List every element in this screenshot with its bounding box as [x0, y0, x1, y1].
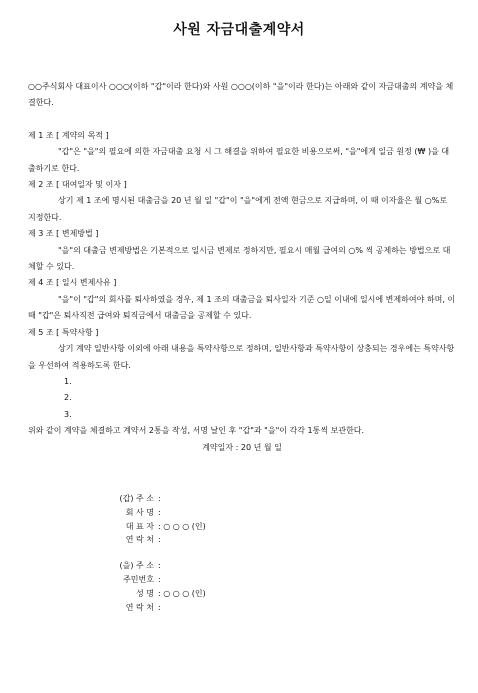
contract-date: 계약일자 : 20 년 월 일: [202, 442, 282, 452]
party-eul-tag: (을): [119, 561, 134, 571]
party-gap-ceo-label: 대 표 자: [125, 521, 154, 531]
special-item-1: 1.: [64, 376, 72, 386]
article-1-heading: 제 1 조 [ 계약의 목적 ]: [28, 130, 109, 140]
contract-body: [28, 79, 456, 614]
party-eul-address-value: :: [158, 561, 161, 571]
article-5-heading: 제 5 조 [ 특약사항 ]: [28, 327, 99, 337]
article-1-body: "갑"은 "을"의 필요에 의한 자금대출 요청 시 그 해결을 위하여 필요한 비용으로써, "을"에게 일금 원정 (₩ )을 대출하기로 한다.: [28, 147, 450, 173]
article-4-heading: 제 4 조 [ 일시 변제사유 ]: [28, 278, 117, 288]
party-gap-contact-label: 연 락 처: [125, 535, 154, 545]
party-gap-address-label: (갑) 주 소: [119, 493, 154, 503]
party-eul-contact-value: :: [158, 602, 161, 612]
party-eul-contact-label: 연 락 처: [125, 602, 154, 612]
party-eul-name-value: : ○ ○ ○ (인): [158, 588, 206, 598]
article-3-body: "을"의 대출금 변제방법은 기본적으로 일시금 변제로 정하지만, 필요시 매월 급여의 ○% 씩 공제하는 방법으로 대체할 수 있다.: [28, 245, 451, 272]
document-title: 사원 자금대출계약서: [173, 22, 305, 38]
party-eul-name-label: 성 명: [136, 588, 154, 598]
intro-paragraph: ○○주식회사 대표이사 ○○○(이하 "갑"이라 한다)와 사원 ○○○(이하 "을"이라 한다)는 아래와 같이 자금대출의 계약을 체결한다.: [28, 82, 454, 108]
closing-paragraph: 위와 같이 계약을 체결하고 계약서 2통을 작성, 서명 날인 후 "갑"과 "을"이 각각 1통씩 보관한다.: [28, 426, 365, 436]
party-eul-id-value: :: [158, 574, 161, 584]
party-gap-company-value: :: [158, 507, 161, 517]
article-2-body: 상기 제 1 조에 명시된 대출금을 20 년 월 일 "갑"이 "을"에게 전액 현금으로 지급하며, 이 때 이자율은 월 ○%로 지정한다.: [28, 196, 448, 222]
article-5-body: 상기 계약 일반사항 이외에 아래 내용을 특약사항으로 정하며, 일반사항과 특약사항이 상충되는 경우에는 특약사항을 우선하여 적용하도록 한다.: [28, 344, 455, 370]
party-gap-ceo-value: : ○ ○ ○ (인): [158, 521, 206, 531]
special-item-3: 3.: [64, 409, 72, 419]
party-gap-address-value: :: [158, 493, 161, 503]
party-eul-block: [96, 559, 456, 614]
article-3-heading: 제 3 조 [ 변제방법 ]: [28, 229, 99, 239]
party-gap-company-label: 회 사 명: [125, 507, 154, 517]
party-gap-block: [96, 492, 456, 547]
article-2-heading: 제 2 조 [ 대여일자 및 이자 ]: [28, 180, 127, 190]
article-4-body: "을"이 "갑"의 회사를 퇴사하였을 경우, 제 1 조의 대출금을 퇴사일자 기준 ○일 이내에 일시에 변제하여야 하며, 이 때 "갑"은 퇴사직전 급여와 퇴직금에서 대출금을 공제할 수 있다.: [28, 294, 456, 321]
party-gap-contact-value: :: [158, 535, 161, 545]
party-eul-id-label: 주민번호: [123, 574, 154, 584]
special-item-2: 2.: [64, 393, 72, 403]
party-eul-address-label: (을) 주 소: [119, 561, 154, 571]
party-gap-tag: (갑): [119, 493, 134, 503]
